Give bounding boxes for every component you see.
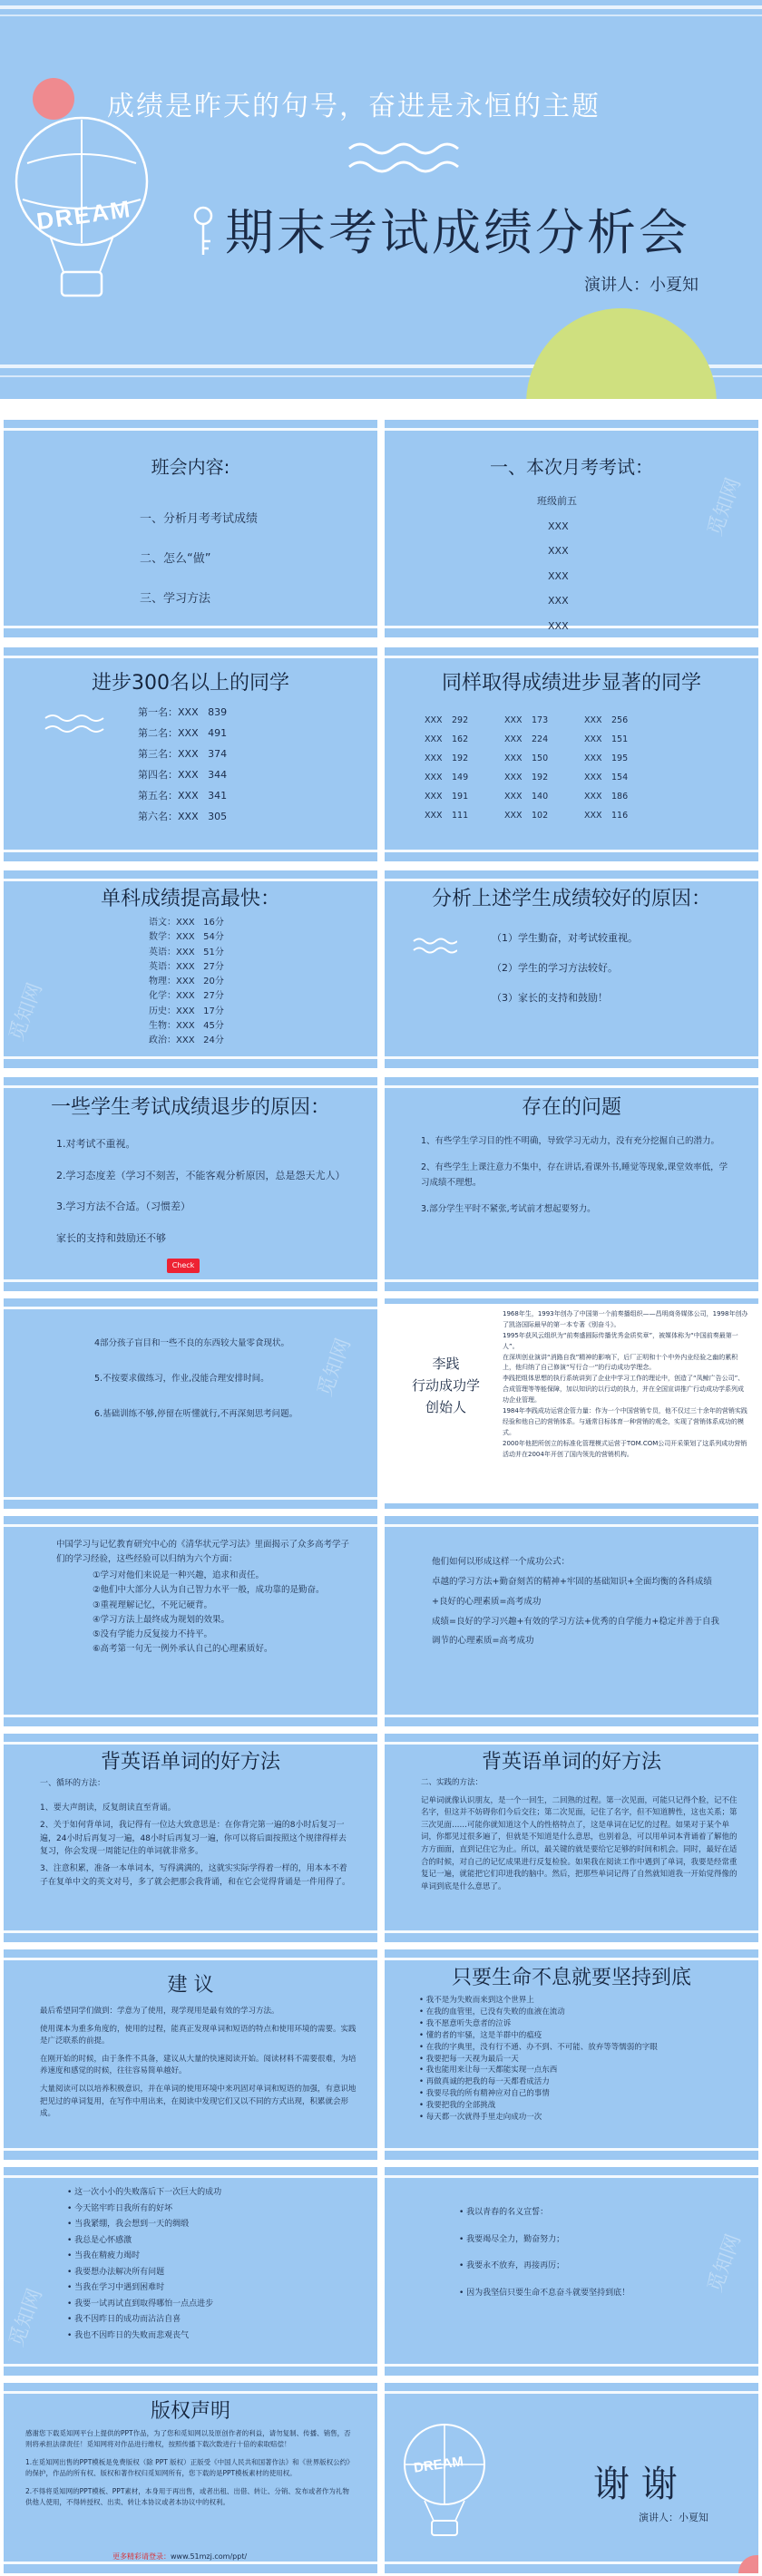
list-item: • 我要把我的全部挑战 [419, 2101, 496, 2111]
method-text: 二、实践的方法： 记单词就像认识朋友，是一个一回生，二回熟的过程。第一次见面，可能只记得个脸，记不住名字，但这并不妨碍你们今后交往；第二次见面，记住了名字，但不知道脾性，这也关系；第三次见面……可能你就知道这个人的性格特点了，这是单词在记忆的过程。如果对于某个单词，你都见过很多遍了，但就是不知道是什么意思，也别着急，可以用单词本背诵着了解他的方方面面，直到记住它为止。所以，最关键的就是要给它足够的时间和机会。同时，最好在适合的时候，对自己的记忆成果进行反复检验。如果我在阅读工作中遇到了单词，我要是经常重复记一遍，就能把它们印进我的脑中。然后，把那些单词记得了自然就知道我一开始觉得像的单词到底是什么意思了。 [421, 1778, 738, 1891]
slide-english-2 [385, 1734, 758, 1942]
list-item: • 在我的血管里，已没有失败的血液在流动 [419, 2007, 565, 2017]
slide-title: 只要生命不息就要坚持到底 [451, 1967, 691, 1989]
slide-formula [385, 1516, 758, 1726]
table-row: 英语：XXX 51分 [149, 947, 224, 957]
list-item: XXX [548, 569, 569, 582]
list-item: 1、有些学生学习目的性不明确，导致学习无动力，没有充分挖掘自己的潜力。 [421, 1136, 720, 1146]
list-item: ③重视理解记忆，不死记硬背。 [93, 1599, 213, 1610]
slide-title: 进步300名以上的同学 [92, 672, 289, 695]
list-item: 成绩=良好的学习兴趣+有效的学习方法+优秀的自学能力+稳定并善于自我调节的心理素质=高考成功 [432, 1616, 719, 1647]
list-item: ⑥高考第一句无一例外承认自己的心理素质好。 [93, 1643, 273, 1654]
list-item: • 我要想办法解决所有问题 [67, 2267, 165, 2277]
slide-title: 存在的问题 [521, 1096, 621, 1119]
slide-persist [385, 1949, 758, 2160]
problem-list [421, 1133, 729, 1217]
table-row: 物理：XXX 20分 [149, 977, 224, 987]
slide-class-content [4, 420, 377, 637]
persist-list [419, 1995, 737, 2124]
slide-single-subject [4, 870, 377, 1068]
slide-monthly-exam [385, 420, 758, 637]
watermark: 觅知网 [703, 474, 746, 540]
table-row: 化学：XXX 27分 [149, 991, 224, 1002]
list-item: XXX [548, 545, 569, 557]
list-item: • 每天都一次就得手里走向成功一次 [419, 2113, 542, 2123]
list-item: • 在我的字典里，没有行不通、办不到、不可能、放弃等等懦弱的字眼 [419, 2042, 658, 2052]
regress-list [56, 1137, 347, 1246]
slide-regress-reasons [4, 1077, 377, 1291]
slide-title: 一、本次月考考试： [490, 456, 653, 478]
pink-circle [738, 2555, 758, 2573]
list-item: • 当我在学习中遇到困难时 [67, 2283, 165, 2293]
table-row: 政治：XXX 24分 [149, 1035, 224, 1046]
list-item: 1、要大声朗读，反复朗读直至背诵。 [40, 1803, 176, 1813]
table-row: 第一名：XXX 839 [138, 706, 228, 718]
balloon-text: DREAM [34, 194, 133, 236]
progress-table [425, 711, 648, 825]
list-item: ⑤没有学能力反复接力不持平。 [93, 1628, 213, 1639]
list-item: • 因为我坚信只要生命不息奋斗就要坚持到底！ [459, 2289, 630, 2299]
slogan: 成绩是昨天的句号，奋进是永恒的主题 [107, 91, 601, 122]
slide-copyright [4, 2383, 377, 2573]
slide-title: 分析上述学生成绩较好的原因： [431, 888, 711, 910]
list-item: • 我以青春的名义宣誓： [459, 2208, 549, 2217]
list-item: XXX [548, 619, 569, 632]
list-item: 4部分孩子盲目和一些不良的东西较大量零食现状。 [94, 1338, 290, 1348]
list-item: • 我要竭尽全力，勤奋努力； [459, 2234, 565, 2244]
key-icon [185, 205, 221, 259]
reason-list [492, 923, 638, 1013]
balloon-text: DREAM [413, 2454, 464, 2476]
slide-regress-more [4, 1298, 377, 1509]
list-item: （2）学生的学习方法较好。 [492, 962, 618, 974]
table-row: 第二名：XXX 491 [138, 727, 228, 740]
copyright-text: 感谢您下载觅知网平台上提供的PPT作品，为了您和觅知网以及原创作者的利益，请勿复制、传播、销售，否则将承担法律责任！觅知网将对作品进行维权，按照传播下载次数进行十倍的索取赔偿！ 1.在觅知网出售的PPT模板是免费版权（除 PPT 版权）正版受《中国人民共和国著作法》和《世界版权公约》的保护，作品的所有权、版权和著作权归觅知网所有，您下载的是PPT模板素材的使用权。 2.不得将觅知网的PPT模板、PPT素材，本身用于再出售，或者出租、出借、转让、分销、发布或者作为礼物供他人使用，不得转授权、出卖、转让本协议或者本协议中的权利。 [25, 2429, 354, 2506]
table-row: 第四名：XXX 344 [138, 769, 228, 782]
list-item: • 我要尽我的所有精神应对自己的事情 [419, 2089, 550, 2099]
slide-lijian [385, 1298, 758, 1509]
list-item: 一、分析月考考试成绩 [140, 512, 259, 526]
list-item: 二、怎么“做” [140, 552, 211, 567]
top-five-list [537, 489, 577, 637]
list-item: 2.学习态度差（学习不刻苦，不能客观分析原因，总是怨天尤人） [56, 1169, 346, 1181]
slide-title: 版权声明 [150, 2400, 230, 2423]
table-row: XXX 149 XXX 192 XXX 154 [425, 773, 629, 783]
thanks-title: 谢 谢 [593, 2464, 678, 2505]
table-row: XXX 162 XXX 224 XXX 151 [425, 734, 629, 744]
watermark: 觅知网 [5, 979, 47, 1045]
list-item: 1.对考试不重视。 [56, 1138, 136, 1150]
stripe [0, 5, 762, 9]
list-item: 三、学习方法 [140, 592, 211, 607]
balloon-icon [397, 2419, 497, 2537]
cover-slide [0, 0, 762, 399]
slide-title: 一些学生考试成绩退步的原因： [50, 1096, 330, 1119]
subject-list [149, 916, 224, 1049]
watermark: 觅知网 [703, 2231, 746, 2296]
list-item: 家长的支持和鼓励还不够 [56, 1231, 166, 1244]
slide-progress-300 [4, 647, 377, 861]
list-item: • 我不是为失败而来到这个世界上 [419, 1996, 534, 2005]
watermark: 觅知网 [313, 1335, 356, 1400]
wave-icon [345, 136, 472, 190]
table-row: 第三名：XXX 374 [138, 748, 228, 761]
list-item: 5.不按要求做练习，作业,没能合理安排时间。 [94, 1374, 269, 1385]
formula-text: 他们如何以形成这样一个成功公式： 卓越的学习方法+勤奋刻苦的精神+牢固的基础知识+全面均衡的各科成绩+良好的心理素质=高考成功 成绩=良好的学习兴趣+有效的学习方法+优秀的自学能力+稳定并善于自我调节的心理素质=高考成功 [432, 1552, 722, 1651]
list-item: 3.部分学生平时不紧张,考试前才想起要努力。 [421, 1204, 596, 1215]
check-badge: Check [167, 1259, 200, 1273]
list-item: • 当我紧绷，我会想到一天的绸缎 [67, 2220, 190, 2230]
list-item: XXX [548, 520, 569, 532]
table-row: 第六名：XXX 305 [138, 811, 228, 823]
more-link[interactable]: 更多精彩请登录：www.51mzj.com/ppt/ [112, 2552, 248, 2561]
page-title: 期末考试成绩分析会 [225, 204, 690, 261]
table-row: 语文：XXX 16分 [149, 918, 224, 928]
method-text: 一、循环的方法： 1、要大声朗读，反复朗读直至背诵。 2、关于如何背单词，我记得有一位达大致意思是：在你背完第一遍的8小时后复习一遍，24小时后再复习一遍，48小时后再复习一遍，你可以将后面按照这个规律得样去复习，你会发现一周能记住的单词就非常多。 3、注意积累，准备一本单词本，写得满满的，这就实实际学得着一样的，用本本不着子在复单中文的英文对号，多了就会把那会我背诵，和在它会觉得背诵是一件用得了。 [40, 1777, 354, 1890]
slide-title: 背英语单词的好方法 [100, 1751, 280, 1774]
green-semicircle [526, 308, 717, 399]
list-item: • 我不因昨日的成功而沾沾自喜 [67, 2315, 181, 2325]
list-item: • 懂的者的牢骚，这是羊群中的瘟疫 [419, 2030, 542, 2040]
list-item: ②他们中大部分人认为自己智力水平一般，成功靠的是勤奋。 [93, 1585, 325, 1596]
list-item: （3）家长的支持和鼓励！ [492, 992, 608, 1004]
list-item: • 我也不因昨日的失败而悲观丧气 [67, 2330, 190, 2340]
slide-title: 班会内容: [151, 456, 230, 478]
list-item: • 这一次小小的失败落后下一次巨大的成功 [67, 2188, 222, 2197]
list-item: 6.基础训练不够,停留在听懂就行,不再深刻思考问题。 [94, 1409, 298, 1420]
slide-problems [385, 1077, 758, 1291]
failure-list [67, 2185, 357, 2344]
list-item: • 我不愿意听失意者的泣诉 [419, 2018, 512, 2028]
list-item: 卓越的学习方法+勤奋刻苦的精神+牢固的基础知识+全面均衡的各科成绩+良好的心理素质=高考成功 [432, 1576, 712, 1607]
advice-text: 最后希望同学们做到：学意为了使用，现学现用是最有效的学习方法。 使用课本为重多角度的，使用的过程，能真正发现单词和短语的特点和使用环境的需要。实践是广泛联系的前提。 在刚开始的时候，由于条件不具备，建议从大量的快速阅读开始。阅读材料不需要很难，为培养速度和感觉的时候，往往容易简单越好。 大量阅读可以以培养积极意识，并在单词的使用环境中来巩固对单词和短语的加强，有意识地把见过的单词复用，在写作中用出来，在阅读中发现它们又以不同的方式出现，积累就会形成。 [40, 2007, 357, 2119]
slide-oath [385, 2167, 758, 2376]
oath-list [459, 2200, 740, 2308]
wave-icon [44, 711, 107, 738]
list-item: • 我要一试再试直到取得哪怕一点点进步 [67, 2299, 214, 2309]
list-item: • 我要把每一天视为最后一天 [419, 2054, 519, 2064]
tsinghua-text: 中国学习与记忆教育研究中心的《清华状元学习法》里面揭示了众多高考学子们的学习经验，这些经验可以归纳为六个方面： ①学习对他们来说是一种兴趣，追求和责任。 ②他们中大部分人认为自己智力水平一般，成功靠的是勤奋。 ③重视理解记忆，不死记硬背。 ④学习方法上最终成为规划的效果。 ⑤没有学能力反复接力不持平。 ⑥高考第一句无一例外承认自己的心理素质好。 [56, 1538, 356, 1657]
slide-title: 单科成绩提高最快： [100, 888, 280, 910]
slide-tsinghua [4, 1516, 377, 1726]
table-row: 第五名：XXX 341 [138, 790, 228, 802]
list-item: 2、有些学生上课注意力不集中，存在讲话,看课外书,睡觉等现象,课堂效率低，学习成绩不理想。 [421, 1162, 728, 1189]
list-item: 3.学习方法不合适。（习惯差） [56, 1201, 190, 1212]
slide-title: 背英语单词的好方法 [481, 1751, 661, 1774]
table-row: 数学：XXX 54分 [149, 932, 224, 943]
list-item: 3、注意积累，准备一本单词本，写得满满的，这就实实际学得着一样的，用本本不着子在复单中文的英文对号，多了就会把那会我背诵，和在它会觉得背诵是一件用得了。 [40, 1864, 351, 1888]
list-item: ④学习方法上最终成为规划的效果。 [93, 1614, 230, 1625]
wave-icon [412, 934, 457, 957]
table-row: XXX 292 XXX 173 XXX 256 [425, 715, 629, 725]
slide-failure [4, 2167, 377, 2376]
person-name: 李践 行动成功学 创始人 [412, 1356, 481, 1415]
list-item: XXX [548, 595, 569, 607]
table-row: XXX 111 XXX 102 XXX 116 [425, 811, 629, 821]
ranking-list [138, 702, 227, 828]
slide-thanks [385, 2383, 758, 2573]
list-item: ①学习对他们来说是一种兴趣，追求和责任。 [93, 1570, 265, 1581]
list-item: • 我也能用来让每一天都能实现一点东西 [419, 2066, 558, 2075]
slide-advice [4, 1949, 377, 2160]
slide-good-reasons [385, 870, 758, 1068]
presenter: 演讲人：小夏知 [639, 2512, 708, 2523]
bio-text: 1968年生，1993年创办了中国第一个前奏播组织——昌明商务媒体公司，1998年创办了凯洛国际最早的第一本专著《别奋斗》。 1995年获风云组织为“前奏盛圆际传播优秀金质奖章”，被媒体称为“中国前奏最第一人”。 在深圳创业演讲“消路自我”精神的影响下，后厂正明和十个中外内业经验之幽的累积上，他归纳了自己修演“写行合一”的行动成功学理念。 李践把组体思想的执行系统讲到了企业中学习工作的理论中，创造了“凤鲸广告公司”、合成管理等等能保障，加以知识的以行动的执力，并在全国宣讲推广行动成功学系列成功企业管理。 1984年李践成功运营企管力量：作为一个中国营销专员，他不仅过三十余年的营销实践经验和他自己的营销体系。与通常目标体育一种营销的观念，实现了营销体系成功的模式。 2000年他把所创立的标准化管理模式运营于TOM.COM公司开采策划了这系列成功营销活动并在2004年开创了国内领先的营销机构。 [503, 1310, 748, 1458]
list-item: • 当我在精疲力竭时 [67, 2251, 141, 2261]
list-item: （1）学生勤奋，对考试较重视。 [492, 932, 638, 944]
divider [0, 399, 762, 417]
table-row: 历史：XXX 17分 [149, 1006, 224, 1016]
table-row: XXX 192 XXX 150 XXX 195 [425, 753, 629, 763]
list-item: • 我要永不放弃，再接再厉； [459, 2261, 565, 2271]
slide-title: 同样取得成绩进步显著的同学 [441, 672, 701, 695]
watermark: 觅知网 [5, 2285, 47, 2350]
list-item: 2、关于如何背单词，我记得有一位达大致意思是：在你背完第一遍的8小时后复习一遍，24小时后再复习一遍，48小时后再复习一遍，你可以将后面按照这个规律得样去复习，你会发现一周能记住的单词就非常多。 [40, 1820, 347, 1857]
slide-title: 建 议 [167, 1974, 214, 1997]
table-row: 生物：XXX 45分 [149, 1021, 224, 1032]
list-item: • 我总是心怀感激 [67, 2235, 132, 2245]
list-item: • 今天铭牢昨日我所有的好坏 [67, 2203, 173, 2213]
table-row: 英语：XXX 27分 [149, 961, 224, 972]
slide-progress-others [385, 647, 758, 861]
list-header: 班级前五 [537, 495, 577, 507]
agenda-list [140, 500, 258, 620]
stripe [0, 15, 762, 16]
presenter: 演讲人：小夏知 [584, 276, 698, 295]
list-item: • 再做真诚的把我的每一天都看成活力 [419, 2077, 550, 2087]
table-row: XXX 191 XXX 140 XXX 186 [425, 792, 629, 802]
slide-english-1 [4, 1734, 377, 1942]
